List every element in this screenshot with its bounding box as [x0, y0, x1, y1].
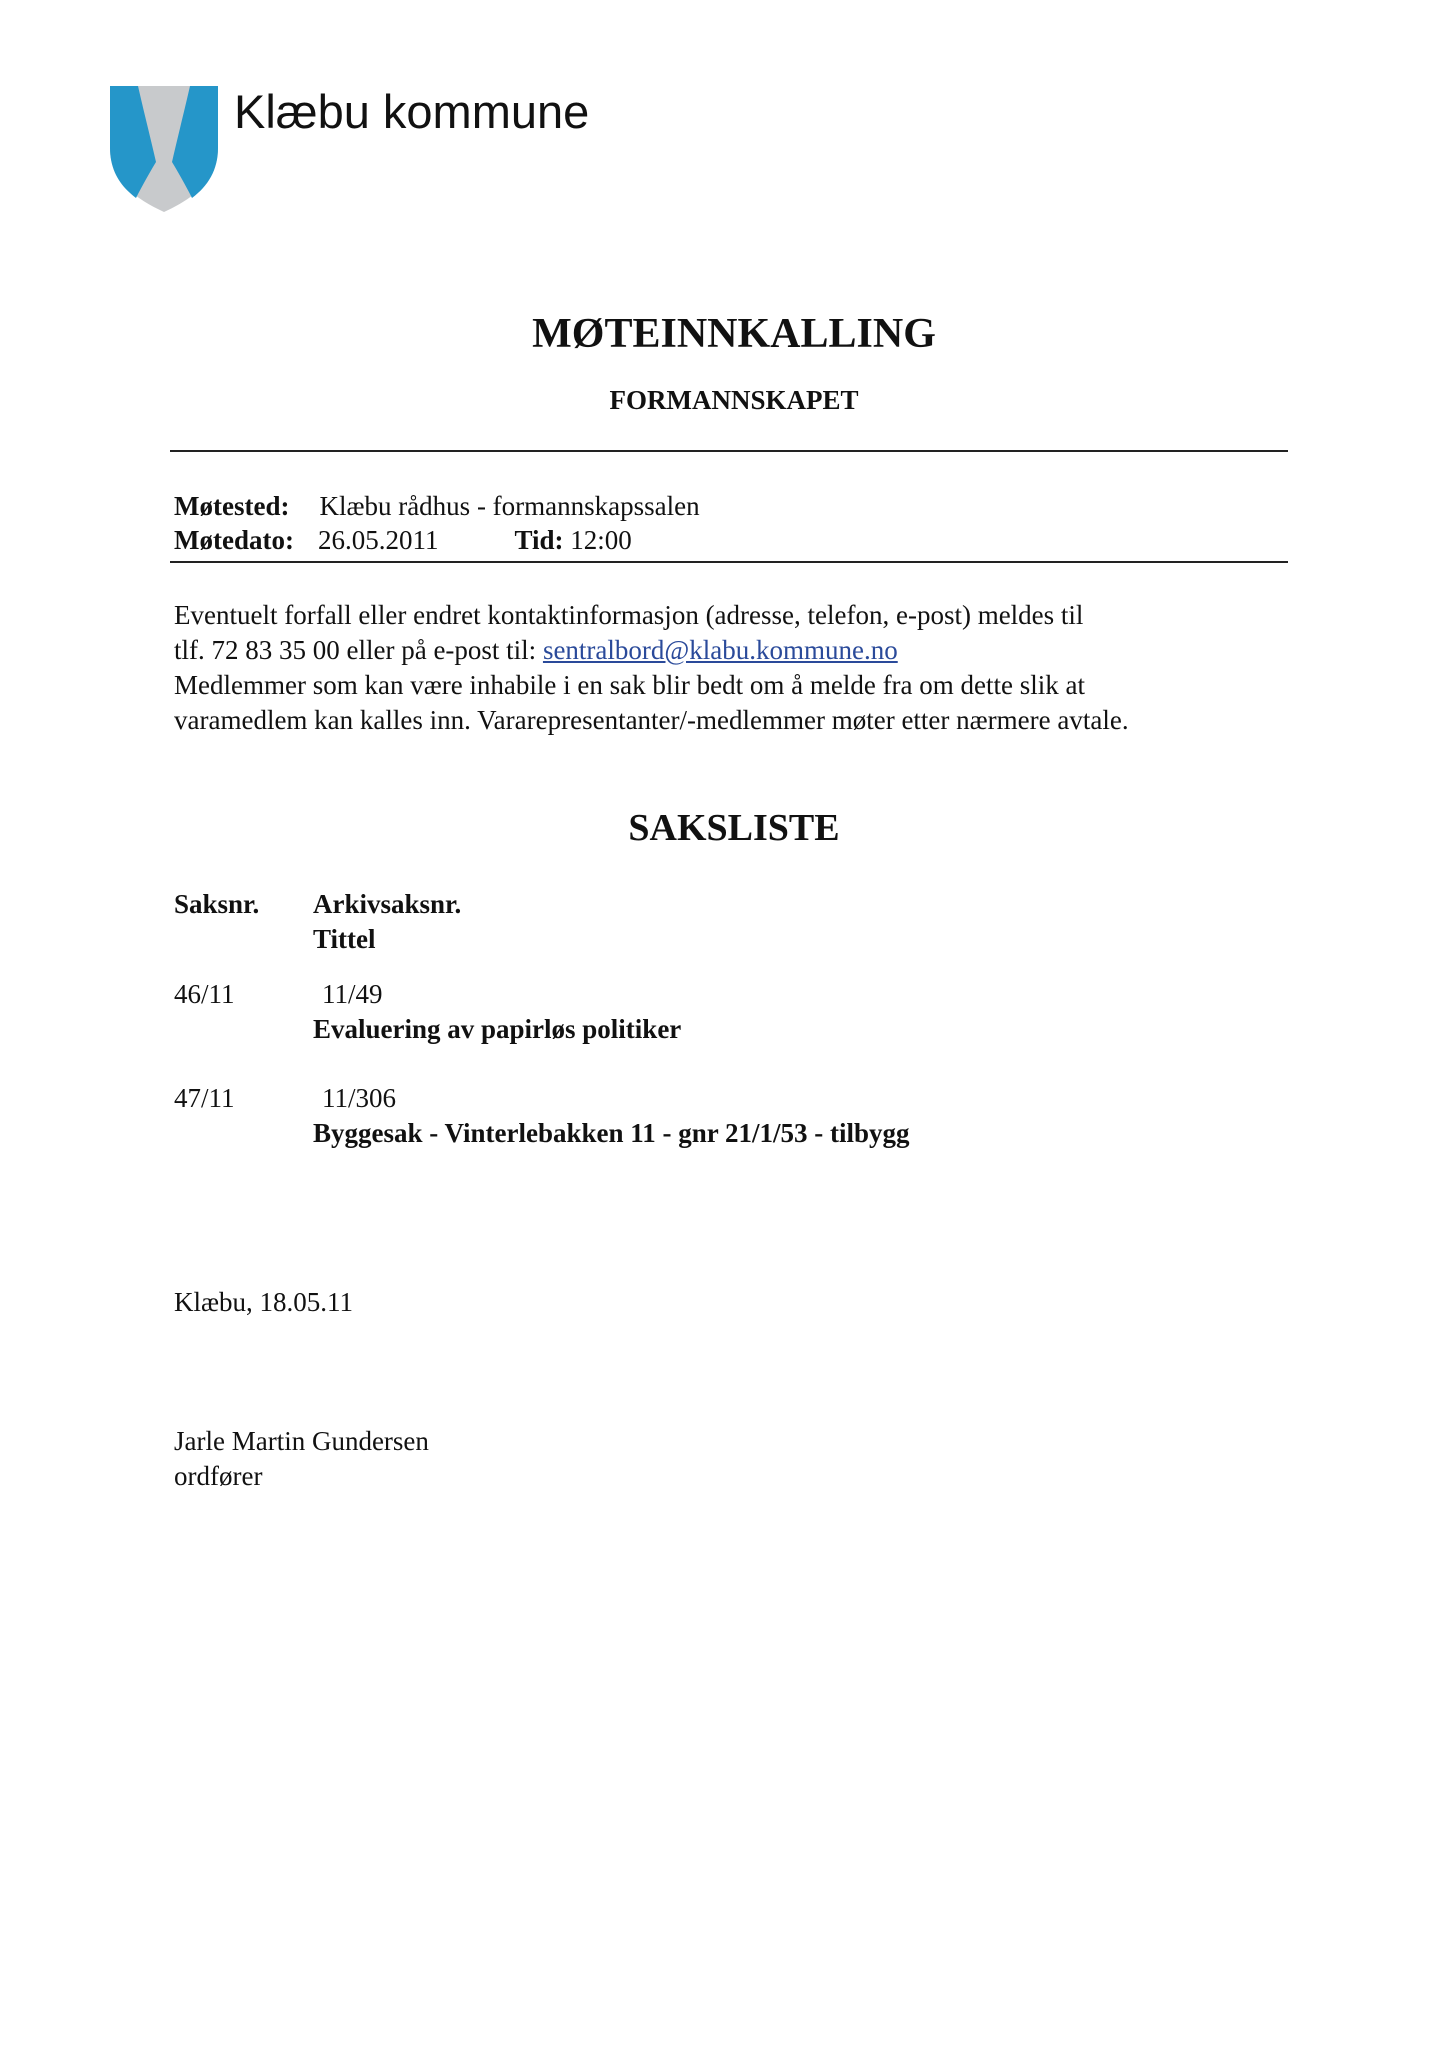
archive-number: 11/306: [322, 1083, 396, 1113]
signer-name: Jarle Martin Gundersen: [174, 1426, 429, 1456]
saksnr-header: Saksnr.: [174, 889, 260, 919]
info-line: Medlemmer som kan være inhabile i en sak blir bedt om å melde fra om dette slik at: [174, 670, 1085, 700]
signer-role: ordfører: [174, 1461, 263, 1491]
divider: [170, 561, 1288, 563]
meeting-place-row: [174, 491, 700, 522]
archive-number: 11/49: [322, 979, 383, 1009]
saksliste-title: SAKSLISTE: [628, 807, 840, 849]
meeting-time-value: 12:00: [570, 525, 632, 555]
arkivsaksnr-header: Arkivsaksnr.: [313, 889, 462, 919]
info-line: Eventuelt forfall eller endret kontaktinformasjon (adresse, telefon, e-post) meldes til: [174, 600, 1084, 630]
document-title: MØTEINNKALLING: [532, 311, 936, 357]
meeting-place-label: Møtested:: [174, 491, 290, 521]
info-line: varamedlem kan kalles inn. Vararepresentanter/-medlemmer møter etter nærmere avtale.: [174, 705, 1129, 735]
meeting-date-row: [174, 525, 632, 556]
case-number: 46/11: [174, 979, 235, 1009]
divider: [170, 450, 1288, 452]
closing-place-date: Klæbu, 18.05.11: [174, 1287, 354, 1317]
email-link[interactable]: sentralbord@klabu.kommune.no: [542, 635, 898, 665]
coat-of-arms-shield-icon: [110, 86, 218, 212]
case-title[interactable]: Evaluering av papirløs politiker: [313, 1014, 682, 1044]
committee-name: FORMANNSKAPET: [609, 385, 859, 415]
info-line: [174, 635, 898, 666]
meeting-time-label: Tid:: [514, 525, 564, 555]
case-number: 47/11: [174, 1083, 235, 1113]
meeting-date-label: Møtedato:: [174, 525, 294, 555]
tittel-header: Tittel: [313, 924, 376, 954]
meeting-place-value: Klæbu rådhus - formannskapssalen: [319, 491, 700, 521]
municipality-name: Klæbu kommune: [234, 85, 590, 138]
case-title[interactable]: Byggesak - Vinterlebakken 11 - gnr 21/1/53 - tilbygg: [313, 1118, 910, 1148]
meeting-date-value: 26.05.2011: [317, 525, 439, 555]
info-phone-text: tlf. 72 83 35 00 eller på e-post til:: [174, 635, 543, 665]
